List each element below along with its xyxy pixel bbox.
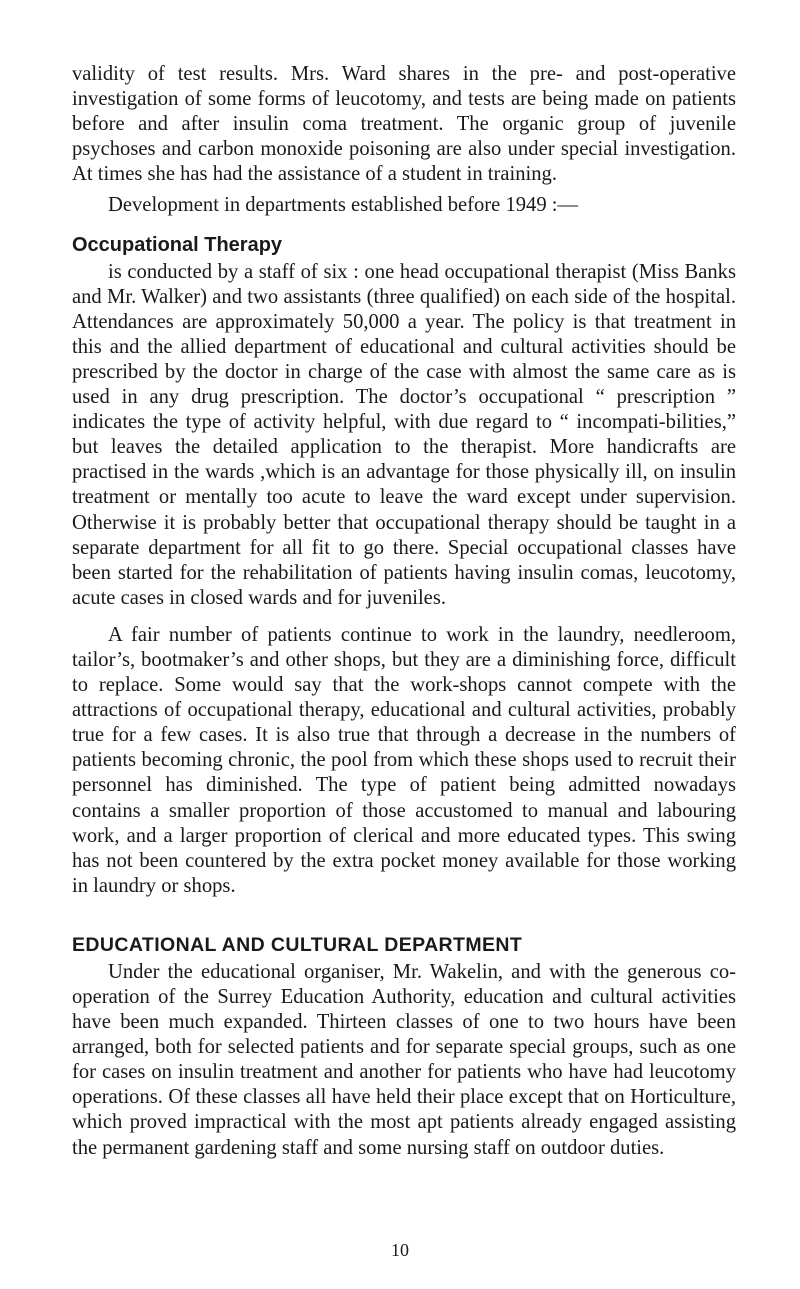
heading-occupational-therapy: Occupational Therapy bbox=[72, 233, 283, 256]
paragraph-occupational-2: A fair number of patients continue to work in the laundry, needleroom, tailor’s, bootmaker’s and other shops, but they are a diminishing force, difficult to replace. Some would say that the work-shops cannot compete with the attractions of occupational therapy, educational and cultural activities, probably true for a few cases. It is also true that through a decrease in the numbers of patients becoming chronic, the pool from which these shops used to recruit their personnel has diminished. The type of patient being admitted nowadays contains a smaller proportion of those accustomed to manual and labouring work, and a larger proportion of clerical and more educated types. This swing has not been countered by the extra pocket money available for those working in laundry or shops. bbox=[72, 623, 736, 897]
heading-educational-department: EDUCATIONAL AND CULTURAL DEPARTMENT bbox=[72, 933, 523, 956]
paragraph-occupational-1: is conducted by a staff of six : one head occupational therapist (Miss Banks and Mr. Walker) and two assistants (three qualified) on each side of the hospital. Attendances are approximately 50,000 a year. The policy is that treatment in this and the allied department of educational and cultural activities should be prescribed by the doctor in charge of the case with almost the same care as is used in any drug prescription. The doctor’s occupational “ prescription ” indicates the type of activity helpful, with due regard to “ incompati-bilities,” but leaves the detailed application to the therapist. More handicrafts are practised in the wards ,which is an advantage for those physically ill, on insulin treatment or mentally too acute to leave the ward except under supervision. Otherwise it is probably better that occupational therapy should be taught in a separate department for all fit to go there. Special occupational classes have been started for the rehabilitation of patients having insulin comas, leucotomy, acute cases in closed wards and for juveniles. bbox=[72, 260, 736, 609]
paragraph-development: Development in departments established before 1949 :— bbox=[108, 194, 579, 217]
paragraph-intro: validity of test results. Mrs. Ward shares in the pre- and post-operative investigation of some forms of leucotomy, and tests are being made on patients before and after insulin coma treatment. The organic group of juvenile psychoses and carbon monoxide poisoning are also under special investigation. At times she has had the assistance of a student in training. bbox=[72, 63, 736, 186]
page-number: 10 bbox=[391, 1240, 409, 1260]
document-page bbox=[72, 62, 736, 1161]
paragraph-educational: Under the educational organiser, Mr. Wakelin, and with the generous co-operation of the Surrey Education Authority, education and cultural activities have been much expanded. Thirteen classes of one to two hours have been arranged, both for selected patients and for separate special groups, such as one for cases on insulin treatment and another for patients who have had leucotomy operations. Of these classes all have held their place except that on Horticulture, which proved impractical with the most apt patients already engaged assisting the permanent gardening staff and some nursing staff on outdoor duties. bbox=[72, 960, 736, 1159]
